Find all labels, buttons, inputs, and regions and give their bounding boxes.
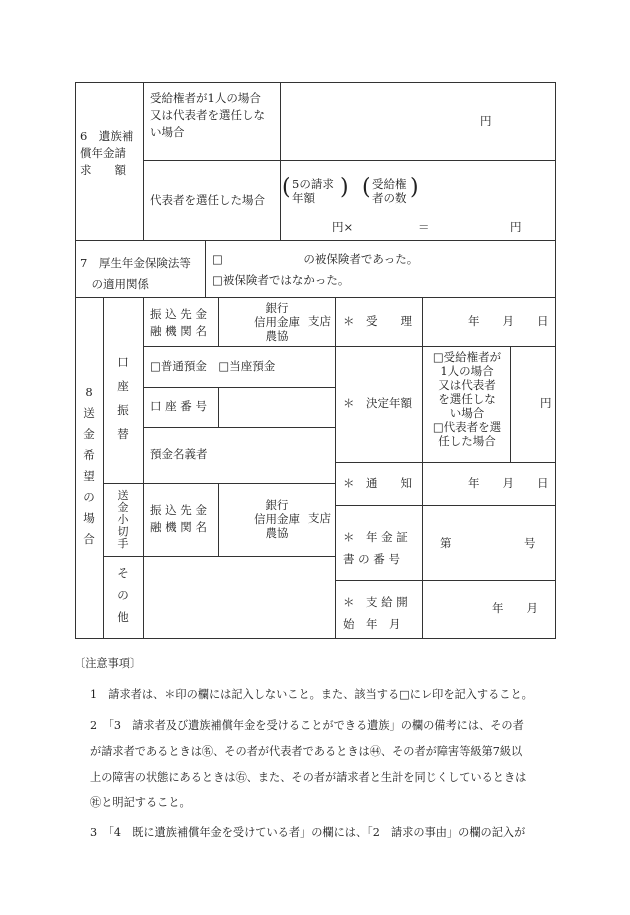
notes-heading: 〔注意事項〕 [74, 657, 142, 670]
representative-label: 代表者を選任した場合 [150, 193, 265, 207]
received-label: ＊ 受 理 [343, 314, 412, 328]
decided-amount-yen: 円 [540, 396, 552, 410]
section6-title: 6 遺族補 償年金請 求 額 [80, 129, 134, 177]
paren-close-2: ) [410, 175, 419, 200]
bank-types-2: 銀行 信用金庫 農協 [254, 498, 300, 540]
note-2-line-1: 2 「3 請求者及び遺族補償年金を受けることができる遺族」の欄の備考には、その者 [90, 719, 524, 732]
account-transfer-vertical: 口 座 振 替 [117, 355, 129, 441]
remittance-check-vertical: 送 金 小 切 手 [117, 489, 129, 550]
section8-title-vertical: 8 送 金 希 望 の 場 合 [83, 385, 95, 546]
bank-types: 銀行 信用金庫 農協 [254, 301, 300, 343]
paren-open-2: ( [362, 175, 371, 200]
certificate-go: 号 [524, 536, 536, 550]
notice-date: 年 月 日 [468, 476, 549, 490]
holder-count-label: 受給権 者の数 [372, 177, 407, 205]
branch-label-2: 支店 [308, 511, 331, 525]
payment-start-label: ＊ 支 給 開 始 年 月 [343, 595, 408, 631]
single-holder-yen: 円 [480, 114, 492, 128]
section7-title: 7 厚生年金保険法等 の適用関係 [80, 256, 191, 291]
equals-sign: ＝ [418, 220, 430, 234]
not-insured-option: □被保険者ではなかった。 [212, 273, 350, 287]
account-holder-label: 預金名義者 [150, 447, 208, 461]
notice-label: ＊ 通 知 [343, 476, 412, 490]
paren-close-1: ) [340, 175, 349, 200]
single-holder-label: 受給権者が1人の場合 又は代表者を選任しな い場合 [150, 91, 265, 139]
note-1: 1 請求者は、＊印の欄には記入しないこと。また、該当する□にレ印を記入すること。 [90, 688, 533, 701]
other-vertical: そ の 他 [117, 566, 129, 624]
note-2-line-4: ㊓と明記すること。 [90, 796, 191, 809]
account-number-label: 口 座 番 号 [150, 399, 207, 413]
insured-option: □ の被保険者であった。 [212, 252, 419, 266]
paren-open-1: ( [282, 175, 291, 200]
branch-label: 支店 [308, 314, 331, 328]
note-3: 3 「4 既に遺族補償年金を受けている者」の欄には、「2 請求の事由」の欄の記入が [90, 826, 526, 839]
received-date: 年 月 日 [468, 314, 549, 328]
yen-times: 円× [332, 220, 354, 234]
certificate-number-label: ＊ 年 金 証 書 の 番 号 [343, 530, 408, 566]
decided-amount-options: □受給権者が 1人の場合 又は代表者 を選任しな い場合 □代表者を選 任した場合 [432, 350, 502, 448]
deposit-type-options: □普通預金 □当座預金 [150, 359, 276, 373]
note-2-line-2: が請求者であるときは㊔、その者が代表者であるときは㊹、その者が障害等級第7級以 [90, 745, 523, 758]
decided-amount-label: ＊ 決定年額 [343, 396, 412, 410]
bank-name-label: 振 込 先 金 融 機 関 名 [150, 307, 207, 338]
certificate-dai: 第 [440, 536, 452, 550]
note-2-line-3: 上の障害の状態にあるときは㊨、また、その者が請求者と生計を同じくしているときは [90, 771, 527, 784]
result-yen: 円 [510, 220, 522, 234]
payment-start-date: 年 月 [492, 601, 538, 615]
claim-annual-amount-label: 5の請求 年額 [292, 177, 334, 205]
bank-name-label-2: 振 込 先 金 融 機 関 名 [150, 503, 207, 534]
